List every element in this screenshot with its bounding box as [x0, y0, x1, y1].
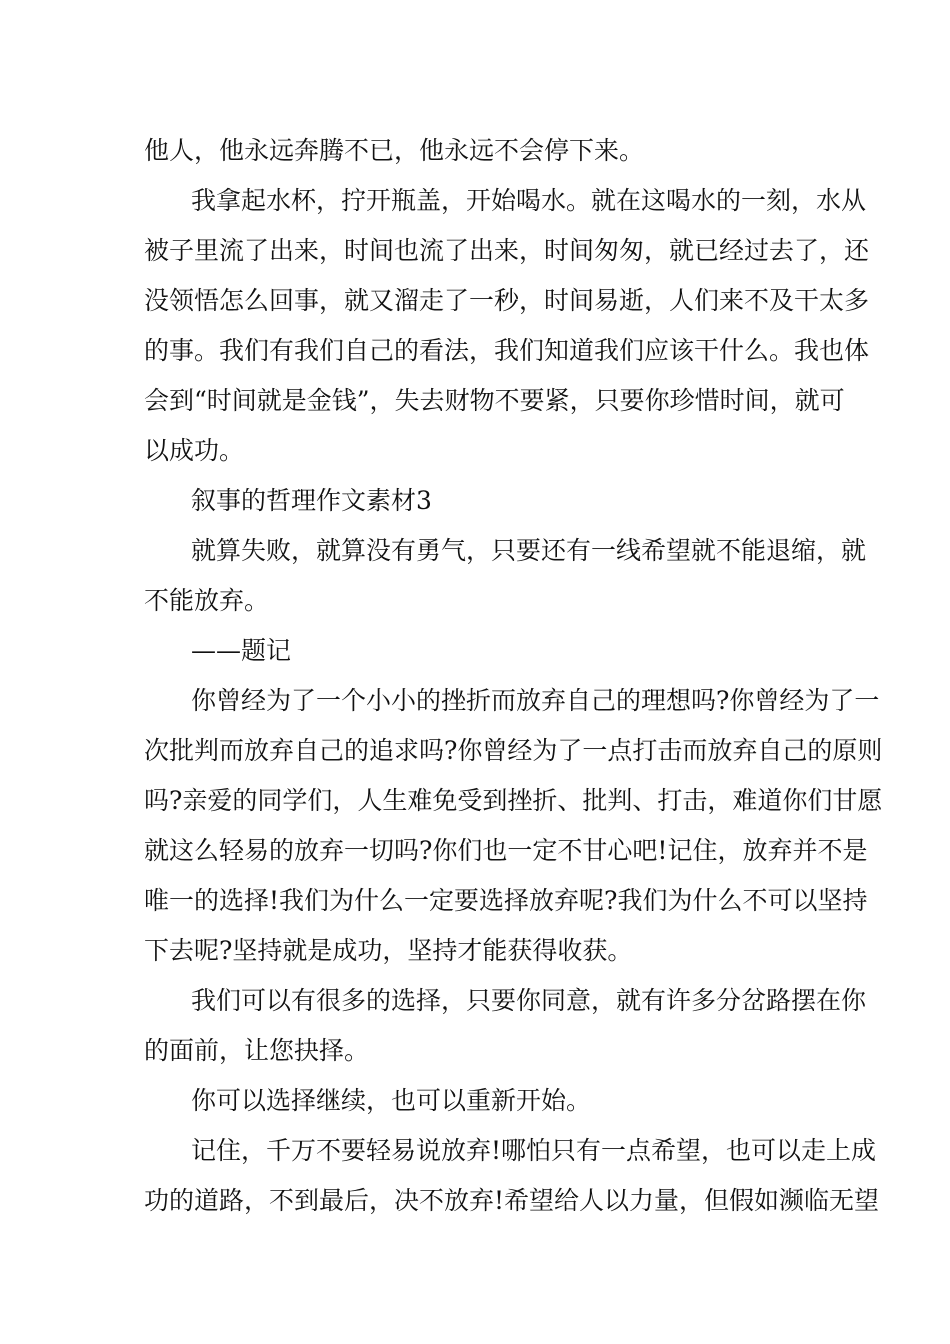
- text-line: 记住，千万不要轻易说放弃!哪怕只有一点希望，也可以走上成: [191, 1136, 877, 1165]
- text-line: 以成功。: [144, 436, 245, 465]
- text-line: 的面前，让您抉择。: [144, 1036, 370, 1065]
- text-line: 我们可以有很多的选择，只要你同意，就有许多分岔路摆在你: [191, 986, 867, 1015]
- text-line: 唯一的选择!我们为什么一定要选择放弃呢?我们为什么不可以坚持: [144, 886, 868, 915]
- text-line: 吗?亲爱的同学们，人生难免受到挫折、批判、打击，难道你们甘愿: [144, 786, 883, 815]
- text-line: 下去呢?坚持就是成功，坚持才能获得收获。: [144, 936, 633, 965]
- text-line: 不能放弃。: [144, 586, 270, 615]
- text-line: 被子里流了出来，时间也流了出来，时间匆匆，就已经过去了，还: [144, 236, 870, 265]
- text-line: 你曾经为了一个小小的挫折而放弃自己的理想吗?你曾经为了一: [191, 686, 880, 715]
- text-line: 就这么轻易的放弃一切吗?你们也一定不甘心吧!记住，放弃并不是: [144, 836, 868, 865]
- epigraph: ——题记: [191, 636, 292, 665]
- text-line: 次批判而放弃自己的追求吗?你曾经为了一点打击而放弃自己的原则: [144, 736, 883, 765]
- text-line: 没领悟怎么回事，就又溜走了一秒，时间易逝，人们来不及干太多: [144, 286, 870, 315]
- text-line: 我拿起水杯，拧开瓶盖，开始喝水。就在这喝水的一刻，水从: [191, 186, 867, 215]
- text-line: 他人，他永远奔腾不已，他永远不会停下来。: [144, 136, 645, 165]
- text-line: 就算失败，就算没有勇气，只要还有一线希望就不能退缩，就: [191, 536, 867, 565]
- text-line: 功的道路，不到最后，决不放弃!希望给人以力量，但假如濒临无望: [144, 1186, 880, 1215]
- text-line: 会到“时间就是金钱”，失去财物不要紧，只要你珍惜时间，就可: [144, 386, 845, 415]
- section-heading: 叙事的哲理作文素材3: [191, 486, 432, 515]
- text-line: 的事。我们有我们自己的看法，我们知道我们应该干什么。我也体: [144, 336, 870, 365]
- text-line: 你可以选择继续，也可以重新开始。: [191, 1086, 592, 1115]
